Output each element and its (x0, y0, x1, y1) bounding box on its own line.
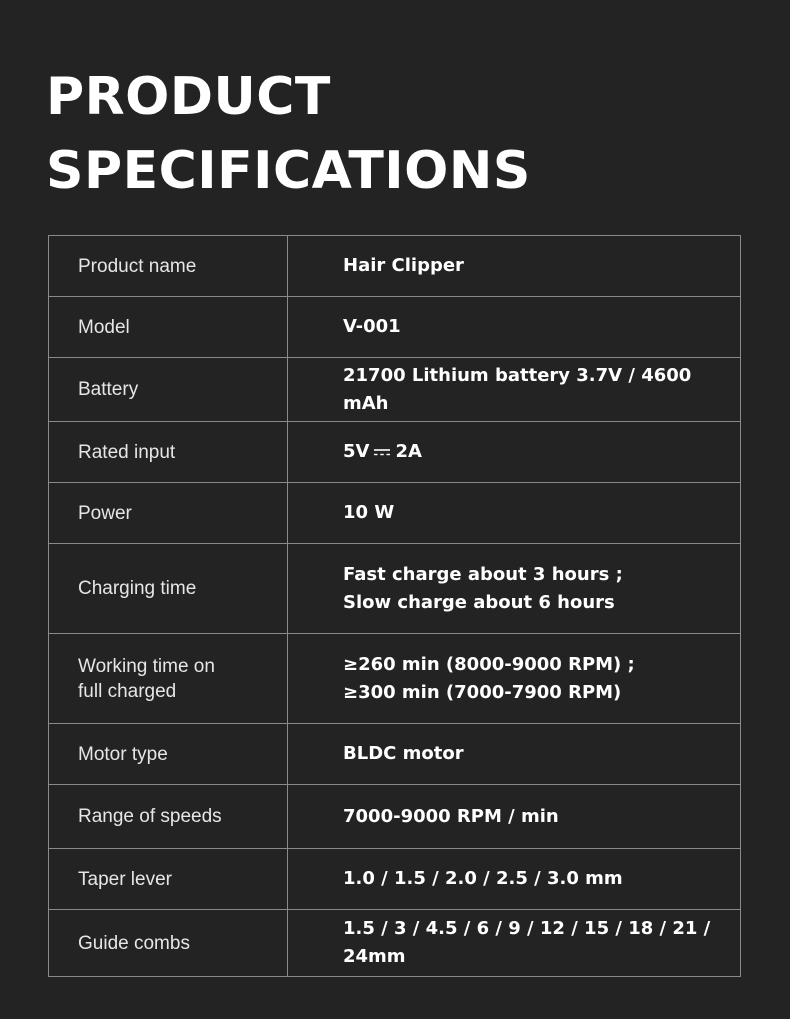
spec-label: Battery (49, 358, 288, 422)
spec-row-battery (49, 358, 741, 422)
spec-value: V-001 (288, 297, 741, 358)
spec-value: Hair Clipper (288, 236, 741, 297)
rated-input-current: 2A (395, 441, 422, 462)
spec-row-power (49, 483, 741, 544)
spec-value-line-2: Slow charge about 6 hours (343, 591, 615, 613)
spec-label: Taper lever (49, 849, 288, 910)
spec-value (288, 544, 741, 634)
spec-value-line-1: Fast charge about 3 hours ; (343, 563, 623, 585)
spec-row-guide-combs (49, 910, 741, 977)
spec-row-motor-type (49, 724, 741, 785)
spec-label-line-1: Working time on (78, 655, 215, 677)
spec-value: 21700 Lithium battery 3.7V / 4600 mAh (288, 358, 741, 422)
spec-value: BLDC motor (288, 724, 741, 785)
page-title-line-2: SPECIFICATIONS (46, 141, 531, 201)
spec-label: Charging time (49, 544, 288, 634)
specifications-table (48, 235, 741, 977)
spec-value: 7000-9000 RPM / min (288, 785, 741, 849)
spec-row-taper-lever (49, 849, 741, 910)
spec-row-working-time (49, 634, 741, 724)
rated-input-voltage: 5V (343, 441, 370, 462)
spec-row-product-name (49, 236, 741, 297)
spec-label (49, 634, 288, 724)
spec-label: Range of speeds (49, 785, 288, 849)
spec-value: 1.5 / 3 / 4.5 / 6 / 9 / 12 / 15 / 18 / 21 / 24mm (288, 910, 741, 977)
spec-value-line-2: ≥300 min (7000-7900 RPM) (343, 681, 622, 703)
spec-label: Motor type (49, 724, 288, 785)
dc-current-icon (373, 447, 391, 457)
spec-row-rated-input (49, 422, 741, 483)
spec-label: Model (49, 297, 288, 358)
spec-value (288, 422, 741, 483)
spec-label: Rated input (49, 422, 288, 483)
page-title-line-1: PRODUCT (46, 67, 331, 127)
spec-row-speed-range (49, 785, 741, 849)
spec-value (288, 634, 741, 724)
page-title (46, 60, 531, 208)
spec-row-charging-time (49, 544, 741, 634)
spec-label-line-2: full charged (78, 680, 177, 702)
spec-value-line-1: ≥260 min (8000-9000 RPM) ; (343, 653, 635, 675)
spec-label: Product name (49, 236, 288, 297)
spec-label: Power (49, 483, 288, 544)
spec-value: 10 W (288, 483, 741, 544)
spec-value: 1.0 / 1.5 / 2.0 / 2.5 / 3.0 mm (288, 849, 741, 910)
spec-label: Guide combs (49, 910, 288, 977)
spec-row-model (49, 297, 741, 358)
